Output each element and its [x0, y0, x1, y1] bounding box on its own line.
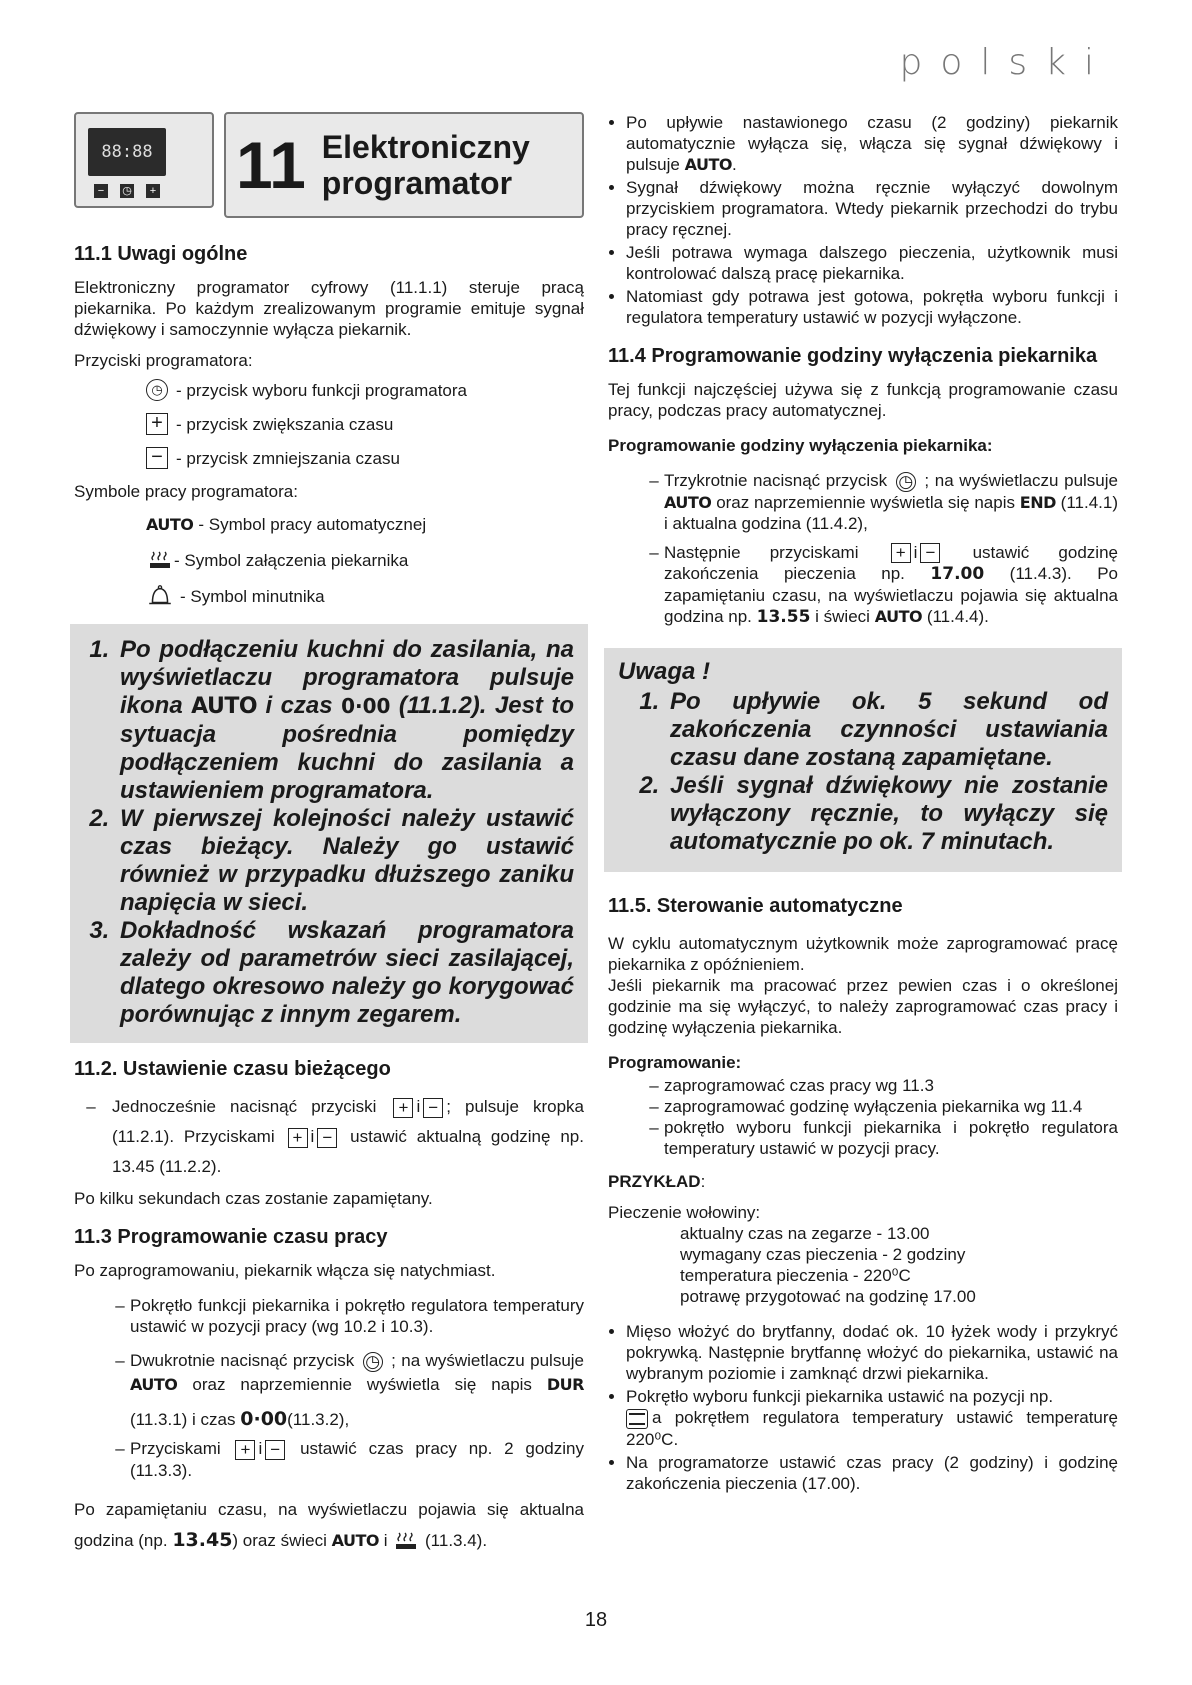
list-item: aktualny czas na zegarze - 13.00	[680, 1224, 930, 1244]
minus-icon: −	[265, 1440, 285, 1460]
page-number: 18	[584, 1609, 608, 1631]
list-item: • Mięso włożyć do brytfanny, dodać ok. 10 łyżek wody i przykryć pokrywką. Następnie brytfannę włożyć do piekarnika, ustawić na wybranym poziomie i zamknąć drzwi piekarnika.	[626, 1321, 1118, 1384]
language-label: polski	[899, 42, 1112, 83]
auto-symbol: AUTO	[191, 694, 258, 719]
chapter-title-line2: programator	[321, 165, 513, 201]
chapter-title	[322, 129, 530, 201]
legend-row	[146, 445, 584, 471]
bullet-list	[608, 1321, 1118, 1494]
list-item: temperatura pieczenia - 220⁰C	[680, 1266, 911, 1286]
paragraph: Pieczenie wołowiny:	[608, 1203, 761, 1223]
minus-icon: −	[920, 543, 940, 563]
legend-text: - przycisk zwiększania czasu	[176, 414, 394, 434]
symbol-row	[146, 546, 584, 574]
legend-row	[146, 411, 584, 437]
section-heading-11-5: 11.5. Sterowanie automatyczne	[608, 895, 903, 918]
dur-symbol: DUR	[546, 1375, 584, 1394]
auto-symbol: AUTO	[874, 607, 923, 627]
minus-icon: −	[317, 1128, 337, 1148]
chapter-title-box	[224, 112, 584, 218]
step-item: – pokrętło wyboru funkcji piekarnika i pokrętło regulatora temperatury ustawić w pozycji pracy.	[649, 1118, 1118, 1159]
step-item: – Trzykrotnie nacisnąć przycisk ◷ ; na wyświetlaczu pulsuje AUTO oraz naprzemiennie wyświetla się napis END (11.4.1) i aktualna godzina (11.4.2),	[649, 471, 1118, 533]
list-item: • Pokrętło wyboru funkcji piekarnika ustawić na pozycji np. a pokrętłem regulatora temperatury ustawić temperaturę 220⁰C.	[626, 1386, 1118, 1450]
step-list	[110, 1295, 584, 1481]
chapter-number: 11	[236, 127, 306, 202]
step-item: – Pokrętło funkcji piekarnika i pokrętło regulatora temperatury ustawić w pozycji pracy (wg 10.2 i 10.3).	[115, 1296, 584, 1336]
legend-text: - przycisk wyboru funkcji programatora	[176, 380, 467, 400]
auto-symbol: AUTO	[146, 514, 194, 534]
subheading: Programowanie godziny wyłączenia piekarnika:	[608, 436, 993, 455]
plus-icon: +	[393, 1098, 413, 1118]
clock-icon: ◷	[896, 472, 916, 492]
auto-symbol: AUTO	[130, 1375, 178, 1394]
example-list	[680, 1223, 1118, 1307]
step-item: – Następnie przyciskami + i − ustawić godzinę zakończenia pieczenia np. 17.00 (11.4.3). Po zapamiętaniu czasu, na wyświetlaczu pojawia się aktualna godzina np. 13.55 i świeci AUTO (11.4.4).	[649, 542, 1118, 628]
programmer-display: 88:88	[88, 128, 166, 176]
section-heading-11-3: 11.3 Programowanie czasu pracy	[74, 1226, 388, 1248]
warning-box	[604, 648, 1122, 872]
plus-icon: +	[146, 184, 160, 198]
notes-box	[70, 624, 588, 1043]
time-display: 13.55	[756, 607, 811, 628]
symbol-row	[146, 510, 584, 538]
note-item: 2. W pierwszej kolejności należy ustawić czas bieżący. Należy go ustawić również w przypadku dłuższego zaniku napięcia w sieci.	[116, 805, 574, 917]
time-display: 0·00	[240, 1408, 288, 1430]
buttons-label: Przyciski programatora:	[74, 351, 253, 370]
clock-icon: ◷	[363, 1352, 383, 1372]
example-label: PRZYKŁAD:	[608, 1172, 706, 1192]
section-heading-11-2: 11.2. Ustawienie czasu bieżącego	[74, 1058, 391, 1080]
left-column	[74, 112, 584, 1566]
time-display: 17.00	[930, 564, 985, 585]
paragraph: Tej funkcji najczęściej używa się z funkcją programowanie czasu pracy, podczas pracy automatycznej.	[608, 380, 1118, 420]
right-column	[608, 112, 1118, 1504]
minus-icon: −	[94, 184, 108, 198]
end-symbol: END	[1019, 492, 1056, 512]
symbol-text: - Symbol pracy automatycznej	[198, 514, 427, 534]
symbols-label: Symbole pracy programatora:	[74, 482, 298, 501]
symbol-row	[146, 582, 584, 610]
auto-symbol: AUTO	[331, 1530, 380, 1550]
plus-icon: +	[235, 1440, 255, 1460]
step-item: – Dwukrotnie nacisnąć przycisk ◷ ; na wyświetlaczu pulsuje AUTO oraz naprzemiennie wyświetla się napis DUR (11.3.1) i czas 0·00(11.3.2),	[115, 1351, 585, 1430]
note-item: 3. Dokładność wskazań programatora zależy od parametrów sieci zasilającej, dlatego okresowo należy go korygować porównując z innym zegarem.	[116, 917, 574, 1029]
oven-heat-icon	[395, 1532, 417, 1550]
list-item: • Natomiast gdy potrawa jest gotowa, pokrętła wyboru funkcji i regulatora temperatury ustawić w pozycji wyłączone.	[626, 286, 1118, 328]
paragraph: Po zaprogramowaniu, piekarnik włącza się natychmiast.	[74, 1261, 496, 1280]
paragraph: Po zapamiętaniu czasu, na wyświetlaczu pojawia się aktualna godzina (np. 13.45) oraz świeci AUTO i (11.3.4).	[74, 1499, 584, 1551]
paragraph: Elektroniczny programator cyfrowy (11.1.1) steruje pracą piekarnika. Po każdym zrealizowanym programie emituje sygnał dźwiękowy i samoczynnie wyłącza piekarnik.	[74, 278, 584, 339]
section-heading-11-1: 11.1 Uwagi ogólne	[74, 243, 248, 265]
subheading: Programowanie:	[608, 1053, 742, 1073]
symbol-text: - Symbol minutnika	[180, 586, 325, 606]
oven-function-icon	[626, 1409, 648, 1429]
list-item: • Na programatorze ustawić czas pracy (2 godziny) i godzinę zakończenia pieczenia (17.00).	[626, 1452, 1118, 1494]
legend-row	[146, 377, 584, 403]
step-item: – zaprogramować godzinę wyłączenia piekarnika wg 11.4	[649, 1097, 1083, 1117]
dash: –	[86, 1097, 96, 1116]
list-item: potrawę przygotować na godzinę 17.00	[680, 1287, 976, 1307]
step-item: – Przyciskami + i − ustawić czas pracy np. 2 godziny (11.3.3).	[115, 1439, 584, 1480]
bullet-list	[608, 112, 1118, 328]
minus-icon: −	[423, 1098, 443, 1118]
minus-icon: −	[146, 447, 168, 469]
clock-icon: ◷	[146, 379, 168, 401]
bell-icon	[146, 584, 174, 608]
plus-icon: +	[891, 543, 911, 563]
auto-symbol: AUTO	[664, 492, 712, 512]
paragraph: Po kilku sekundach czas zostanie zapamiętany.	[74, 1189, 433, 1208]
list-item: • Sygnał dźwiękowy można ręcznie wyłączyć dowolnym przyciskiem programatora. Wtedy piekarnik przechodzi do trybu pracy ręcznej.	[626, 177, 1118, 240]
step-item: – zaprogramować czas pracy wg 11.3	[649, 1076, 934, 1096]
plus-icon: +	[146, 413, 168, 435]
legend-text: - przycisk zmniejszania czasu	[176, 448, 400, 468]
chapter-title-line1: Elektroniczny	[321, 129, 530, 165]
step-list	[644, 470, 1118, 628]
list-item: • Jeśli potrawa wymaga dalszego pieczenia, użytkownik musi kontrolować dalszą pracę piekarnika.	[626, 242, 1118, 284]
note-item: 1. Po podłączeniu kuchni do zasilania, na wyświetlaczu programatora pulsuje ikona AUTO i czas 0·00 (11.1.2). Jest to sytuacja pośrednia pomiędzy podłączeniem kuchni do zasilania a ustawieniem programatora.	[116, 636, 574, 805]
list-item: wymagany czas pieczenia - 2 godziny	[680, 1245, 966, 1265]
time-display: 13.45	[172, 1528, 233, 1551]
warning-item: 2. Jeśli sygnał dźwiękowy nie zostanie wyłączony ręcznie, to wyłączy się automatycznie po ok. 7 minutach.	[666, 772, 1108, 856]
programmer-illustration	[74, 112, 214, 208]
list-item: • Po upływie nastawionego czasu (2 godziny) piekarnik automatycznie wyłącza się, włącza się sygnał dźwiękowy i pulsuje AUTO.	[626, 112, 1118, 175]
chapter-header	[74, 112, 584, 218]
warning-item: 1. Po upływie ok. 5 sekund od zakończenia czynności ustawiania czasu dane zostaną zapamiętane.	[666, 688, 1108, 772]
warning-title: Uwaga !	[618, 658, 711, 686]
step-list	[644, 1075, 1118, 1159]
symbol-text: - Symbol załączenia piekarnika	[174, 550, 409, 570]
clock-icon: ◷	[120, 184, 134, 198]
step-item: – Jednocześnie nacisnąć przyciski + i − ; pulsuje kropka (11.2.1). Przyciskami + i − ustawić aktualną godzinę np. 13.45 (11.2.2).	[74, 1092, 584, 1182]
auto-symbol: AUTO	[684, 155, 733, 174]
section-heading-11-4: 11.4 Programowanie godziny wyłączenia piekarnika	[608, 345, 1098, 367]
paragraph: W cyklu automatycznym użytkownik może zaprogramować pracę piekarnika z opóźnieniem. Jeśli piekarnik ma pracować przez pewien czas i o określonej godzinie ma się wyłączyć, to należy zaprogramować czas pracy i godzinę wyłączenia piekarnika.	[608, 934, 1118, 1038]
plus-icon: +	[288, 1128, 308, 1148]
oven-heat-icon	[149, 551, 171, 569]
time-display: 0·00	[341, 694, 391, 718]
